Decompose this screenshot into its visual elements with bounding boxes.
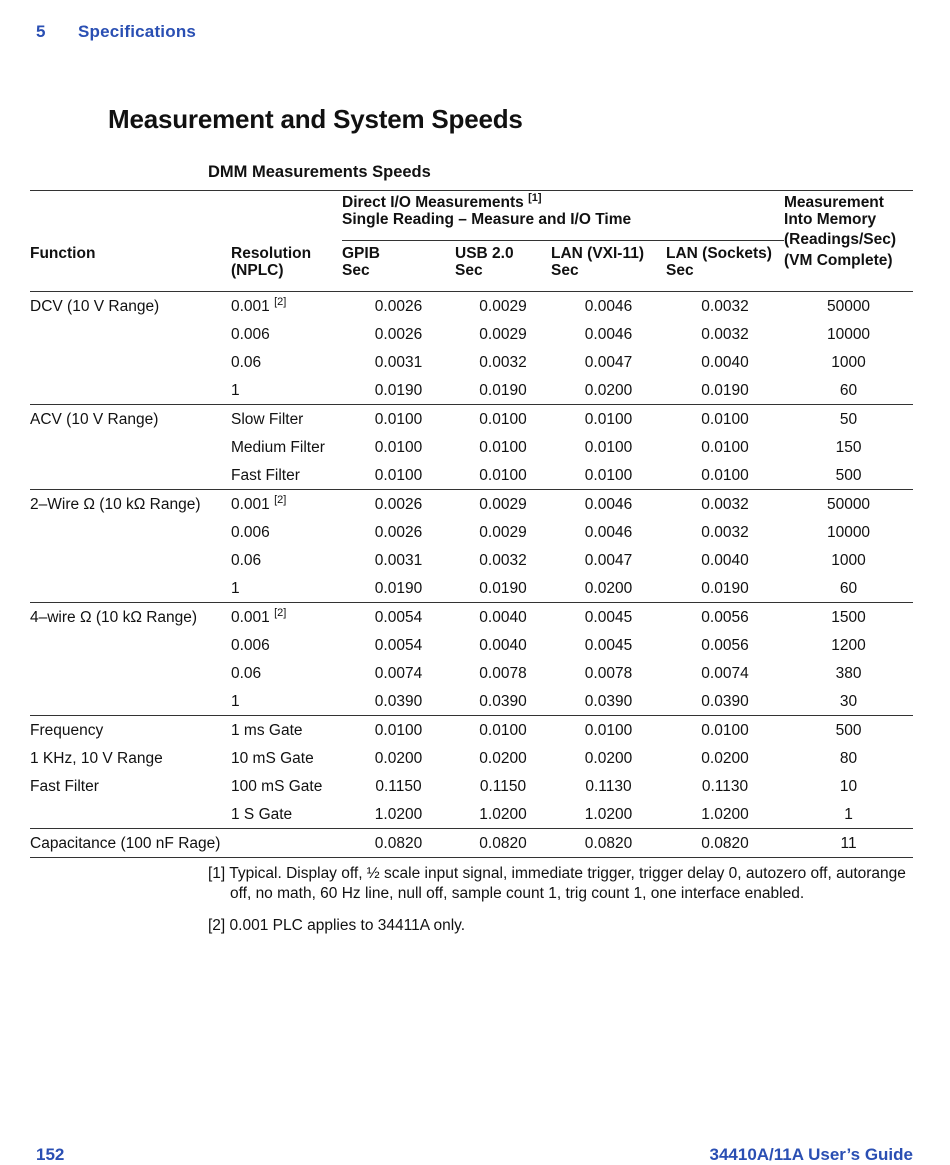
table-row bbox=[30, 490, 913, 519]
function-label: Frequency bbox=[30, 722, 104, 739]
gpib-cell: 0.0031 bbox=[374, 552, 423, 569]
lan-sockets-line2: Sec bbox=[666, 262, 694, 279]
gpib-line2: Sec bbox=[342, 262, 370, 279]
resolution-cell bbox=[231, 320, 342, 348]
table-row bbox=[30, 716, 913, 745]
usb-cell: 0.0100 bbox=[455, 716, 551, 745]
table-body bbox=[30, 292, 913, 858]
lan-sockets-cell: 0.0100 bbox=[666, 716, 784, 745]
function-cell bbox=[30, 631, 231, 659]
memory-cell: 10 bbox=[839, 778, 858, 795]
resolution-cell bbox=[231, 292, 342, 321]
lan-vxi-cell: 0.0046 bbox=[584, 326, 633, 343]
gpib-cell: 0.0820 bbox=[342, 829, 455, 858]
usb-cell: 0.0390 bbox=[479, 693, 527, 710]
table-row bbox=[30, 546, 913, 574]
gpib-cell: 0.0100 bbox=[374, 439, 423, 456]
lan-sockets-cell: 0.0040 bbox=[701, 354, 749, 371]
resolution-value: 1 S Gate bbox=[231, 806, 293, 823]
table-row bbox=[30, 292, 913, 321]
lan-vxi-cell: 0.0100 bbox=[584, 467, 633, 484]
resolution-value: 0.006 bbox=[231, 637, 270, 654]
lan-sockets-cell: 0.1130 bbox=[701, 778, 749, 795]
function-label: 2–Wire Ω (10 kΩ Range) bbox=[30, 496, 201, 513]
function-cell bbox=[30, 518, 231, 546]
lan-sockets-cell: 0.0100 bbox=[701, 467, 749, 484]
resolution-cell bbox=[231, 461, 342, 490]
lan-vxi-cell: 0.0046 bbox=[584, 524, 633, 541]
usb-cell: 1.0200 bbox=[479, 806, 527, 823]
table-row bbox=[30, 603, 913, 632]
usb-cell: 0.0032 bbox=[479, 552, 527, 569]
resolution-value: 0.001 bbox=[231, 609, 270, 626]
lan-vxi-cell: 1.0200 bbox=[584, 806, 633, 823]
lan-sockets-cell: 0.0032 bbox=[666, 490, 784, 519]
resolution-cell bbox=[231, 546, 342, 574]
usb-line1: USB 2.0 bbox=[455, 245, 514, 262]
gpib-cell: 0.0390 bbox=[374, 693, 423, 710]
usb-cell: 0.0029 bbox=[479, 524, 527, 541]
lan-sockets-cell: 0.0190 bbox=[701, 382, 749, 399]
lan-sockets-header bbox=[666, 241, 784, 292]
gpib-cell: 0.0026 bbox=[374, 524, 423, 541]
table-row bbox=[30, 631, 913, 659]
table-row bbox=[30, 772, 913, 800]
memory-cell: 380 bbox=[835, 665, 862, 682]
memory-header bbox=[784, 191, 913, 292]
lan-vxi-cell: 0.0390 bbox=[584, 693, 633, 710]
resolution-line2: (NPLC) bbox=[231, 261, 284, 279]
lan-vxi-line2: Sec bbox=[551, 262, 579, 279]
resolution-line1: Resolution bbox=[231, 244, 312, 262]
resolution-value: 1 ms Gate bbox=[231, 722, 303, 739]
lan-sockets-cell: 0.0032 bbox=[701, 326, 749, 343]
gpib-cell: 0.0100 bbox=[342, 405, 455, 434]
header-spacer bbox=[231, 191, 342, 241]
function-cell bbox=[30, 603, 231, 632]
usb-cell: 0.0820 bbox=[455, 829, 551, 858]
usb-cell: 0.0100 bbox=[479, 467, 527, 484]
resolution-value: 0.006 bbox=[231, 524, 270, 541]
memory-cell: 10000 bbox=[826, 524, 871, 541]
gpib-cell: 0.0200 bbox=[374, 750, 423, 767]
gpib-cell: 0.1150 bbox=[375, 778, 422, 795]
table-row bbox=[30, 574, 913, 603]
table-caption: DMM Measurements Speeds bbox=[208, 163, 431, 181]
resolution-cell bbox=[231, 800, 342, 829]
table-row bbox=[30, 348, 913, 376]
memory-line1: Measurement bbox=[784, 194, 884, 211]
usb-cell: 0.0200 bbox=[479, 750, 527, 767]
lan-vxi-cell: 0.0046 bbox=[551, 292, 666, 321]
table-row bbox=[30, 320, 913, 348]
resolution-value: 0.06 bbox=[231, 665, 262, 682]
function-cell bbox=[30, 320, 231, 348]
gpib-cell: 0.0031 bbox=[374, 354, 423, 371]
lan-vxi-line1: LAN (VXI-11) bbox=[551, 245, 645, 262]
resolution-value: 0.001 bbox=[231, 496, 270, 513]
function-cell bbox=[30, 687, 231, 716]
usb-cell: 0.0029 bbox=[455, 490, 551, 519]
memory-cell: 1000 bbox=[831, 552, 866, 569]
memory-cell: 1200 bbox=[831, 637, 866, 654]
resolution-value: Slow Filter bbox=[231, 411, 304, 428]
guide-title: 34410A/11A User’s Guide bbox=[709, 1145, 913, 1164]
resolution-value: 100 mS Gate bbox=[231, 778, 323, 795]
resolution-cell bbox=[231, 603, 342, 632]
table-row bbox=[30, 376, 913, 405]
lan-vxi-cell: 0.0820 bbox=[551, 829, 666, 858]
gpib-cell: 0.0100 bbox=[342, 716, 455, 745]
resolution-cell bbox=[231, 405, 342, 434]
function-cell bbox=[30, 405, 231, 434]
usb-cell: 0.0040 bbox=[455, 603, 551, 632]
resolution-cell bbox=[231, 744, 342, 772]
footnote-ref: [2] bbox=[274, 296, 287, 308]
memory-cell: 60 bbox=[839, 580, 858, 597]
memory-cell: 50 bbox=[784, 405, 913, 434]
lan-sockets-cell: 0.0032 bbox=[666, 292, 784, 321]
memory-cell: 1000 bbox=[831, 354, 866, 371]
function-label: Fast Filter bbox=[30, 778, 99, 795]
lan-vxi-cell: 0.0100 bbox=[551, 405, 666, 434]
lan-vxi-header bbox=[551, 241, 666, 292]
usb-cell: 0.0190 bbox=[479, 580, 527, 597]
direct-io-line2: Single Reading – Measure and I/O Time bbox=[342, 211, 632, 228]
resolution-cell bbox=[231, 490, 342, 519]
direct-io-header bbox=[342, 191, 784, 241]
resolution-cell bbox=[231, 687, 342, 716]
gpib-cell: 0.0026 bbox=[374, 326, 423, 343]
lan-vxi-cell: 0.0045 bbox=[551, 603, 666, 632]
gpib-cell: 0.0190 bbox=[374, 580, 423, 597]
footnote-1: [1] Typical. Display off, ½ scale input signal, immediate trigger, trigger delay 0, autozero off, autorange off, no math, 60 Hz line, null off, sample count 1, trig count 1, one interface enabled. bbox=[208, 865, 906, 902]
resolution-cell bbox=[231, 716, 342, 745]
table-row bbox=[30, 461, 913, 490]
resolution-cell bbox=[231, 348, 342, 376]
lan-vxi-cell: 0.0045 bbox=[584, 637, 633, 654]
lan-vxi-cell: 0.0078 bbox=[584, 665, 633, 682]
page-title: Measurement and System Speeds bbox=[108, 104, 523, 134]
footnote-2: [2] 0.001 PLC applies to 34411A only. bbox=[208, 917, 466, 934]
lan-sockets-cell: 0.0190 bbox=[701, 580, 749, 597]
lan-vxi-cell: 0.0046 bbox=[551, 490, 666, 519]
resolution-value: 1 bbox=[231, 693, 240, 710]
memory-cell: 150 bbox=[835, 439, 862, 456]
function-label: Capacitance (100 nF Rage) bbox=[30, 835, 221, 852]
function-cell bbox=[30, 546, 231, 574]
lan-vxi-cell: 0.1130 bbox=[585, 778, 632, 795]
lan-sockets-cell: 0.0056 bbox=[701, 637, 749, 654]
lan-vxi-cell: 0.0200 bbox=[584, 750, 633, 767]
gpib-header bbox=[342, 241, 455, 292]
chapter-header bbox=[36, 22, 196, 42]
lan-sockets-cell: 0.0820 bbox=[666, 829, 784, 858]
usb-cell: 0.0029 bbox=[455, 292, 551, 321]
lan-sockets-cell: 0.0100 bbox=[666, 405, 784, 434]
speed-table bbox=[30, 190, 913, 858]
function-cell bbox=[30, 574, 231, 603]
footnotes bbox=[208, 864, 908, 948]
gpib-cell: 0.0190 bbox=[374, 382, 423, 399]
usb-cell: 0.0040 bbox=[479, 637, 527, 654]
chapter-title: Specifications bbox=[78, 22, 197, 41]
table-row bbox=[30, 744, 913, 772]
header-spacer bbox=[30, 191, 231, 241]
gpib-line1: GPIB bbox=[342, 245, 380, 262]
usb-cell: 0.0029 bbox=[479, 326, 527, 343]
resolution-value: 10 mS Gate bbox=[231, 750, 314, 767]
memory-cell: 11 bbox=[784, 829, 913, 858]
function-label: 4–wire Ω (10 kΩ Range) bbox=[30, 609, 198, 626]
usb-cell: 0.0078 bbox=[479, 665, 527, 682]
gpib-cell: 0.0100 bbox=[374, 467, 423, 484]
lan-sockets-cell: 0.0390 bbox=[701, 693, 749, 710]
function-cell bbox=[30, 659, 231, 687]
lan-vxi-cell: 0.0200 bbox=[584, 580, 633, 597]
resolution-value: Fast Filter bbox=[231, 467, 300, 484]
resolution-cell bbox=[231, 659, 342, 687]
footnote-ref: [2] bbox=[274, 494, 287, 506]
lan-sockets-cell: 0.0200 bbox=[701, 750, 749, 767]
function-cell bbox=[30, 348, 231, 376]
lan-sockets-cell: 1.0200 bbox=[701, 806, 749, 823]
lan-vxi-cell: 0.0100 bbox=[584, 439, 633, 456]
memory-cell: 10000 bbox=[826, 326, 871, 343]
resolution-value: 0.001 bbox=[231, 298, 270, 315]
resolution-cell bbox=[231, 574, 342, 603]
usb-cell: 0.0100 bbox=[479, 439, 527, 456]
resolution-cell bbox=[231, 518, 342, 546]
gpib-cell: 0.0026 bbox=[342, 292, 455, 321]
function-cell bbox=[30, 772, 231, 800]
lan-vxi-cell: 0.0100 bbox=[551, 716, 666, 745]
resolution-value: 1 bbox=[231, 580, 240, 597]
gpib-cell: 0.0054 bbox=[374, 637, 423, 654]
resolution-value: Medium Filter bbox=[231, 439, 325, 456]
table-row bbox=[30, 659, 913, 687]
memory-line4: (VM Complete) bbox=[784, 252, 893, 269]
memory-cell: 80 bbox=[839, 750, 858, 767]
lan-sockets-cell: 0.0074 bbox=[701, 665, 749, 682]
resolution-value: 0.06 bbox=[231, 354, 262, 371]
function-cell bbox=[30, 490, 231, 519]
function-header: Function bbox=[30, 241, 231, 292]
function-label: DCV (10 V Range) bbox=[30, 298, 160, 315]
resolution-cell bbox=[231, 772, 342, 800]
resolution-cell bbox=[231, 433, 342, 461]
resolution-cell bbox=[231, 376, 342, 405]
footnote-ref: [2] bbox=[274, 607, 287, 619]
gpib-cell: 1.0200 bbox=[374, 806, 423, 823]
function-cell bbox=[30, 716, 231, 745]
function-cell bbox=[30, 829, 342, 858]
resolution-value: 0.06 bbox=[231, 552, 262, 569]
function-cell bbox=[30, 800, 231, 829]
usb-cell: 0.0190 bbox=[479, 382, 527, 399]
page-number: 152 bbox=[36, 1145, 65, 1164]
direct-io-footnote: [1] bbox=[528, 192, 542, 204]
function-cell bbox=[30, 744, 231, 772]
memory-cell: 500 bbox=[835, 467, 862, 484]
function-label: ACV (10 V Range) bbox=[30, 411, 159, 428]
resolution-header bbox=[231, 241, 342, 292]
gpib-cell: 0.0054 bbox=[342, 603, 455, 632]
function-cell bbox=[30, 376, 231, 405]
function-cell bbox=[30, 461, 231, 490]
gpib-cell: 0.0074 bbox=[374, 665, 423, 682]
gpib-cell: 0.0026 bbox=[342, 490, 455, 519]
memory-cell: 1500 bbox=[784, 603, 913, 632]
usb-cell: 0.0100 bbox=[455, 405, 551, 434]
table-row bbox=[30, 433, 913, 461]
memory-cell: 60 bbox=[839, 382, 858, 399]
lan-vxi-cell: 0.0200 bbox=[584, 382, 633, 399]
direct-io-line1: Direct I/O Measurements bbox=[342, 194, 524, 211]
table-row bbox=[30, 405, 913, 434]
lan-sockets-cell: 0.0056 bbox=[666, 603, 784, 632]
lan-vxi-cell: 0.0047 bbox=[584, 552, 633, 569]
resolution-cell bbox=[231, 631, 342, 659]
usb-header bbox=[455, 241, 551, 292]
memory-cell: 500 bbox=[784, 716, 913, 745]
lan-sockets-cell: 0.0032 bbox=[701, 524, 749, 541]
usb-cell: 0.0032 bbox=[479, 354, 527, 371]
table-row bbox=[30, 518, 913, 546]
lan-sockets-cell: 0.0040 bbox=[701, 552, 749, 569]
resolution-value: 0.006 bbox=[231, 326, 270, 343]
usb-line2: Sec bbox=[455, 262, 483, 279]
table-row bbox=[30, 687, 913, 716]
table-row bbox=[30, 829, 913, 858]
lan-vxi-cell: 0.0047 bbox=[584, 354, 633, 371]
memory-cell: 50000 bbox=[784, 490, 913, 519]
usb-cell: 0.1150 bbox=[479, 778, 527, 795]
memory-cell: 50000 bbox=[784, 292, 913, 321]
function-cell bbox=[30, 433, 231, 461]
memory-line3: (Readings/Sec) bbox=[784, 231, 896, 248]
function-label: 1 KHz, 10 V Range bbox=[30, 750, 163, 767]
memory-cell: 1 bbox=[844, 806, 853, 823]
resolution-value: 1 bbox=[231, 382, 240, 399]
table-row bbox=[30, 800, 913, 829]
lan-sockets-cell: 0.0100 bbox=[701, 439, 749, 456]
memory-line2: Into Memory bbox=[784, 211, 877, 228]
lan-sockets-line1: LAN (Sockets) bbox=[666, 245, 772, 262]
memory-cell: 30 bbox=[839, 693, 858, 710]
chapter-number: 5 bbox=[36, 22, 46, 41]
function-cell bbox=[30, 292, 231, 321]
